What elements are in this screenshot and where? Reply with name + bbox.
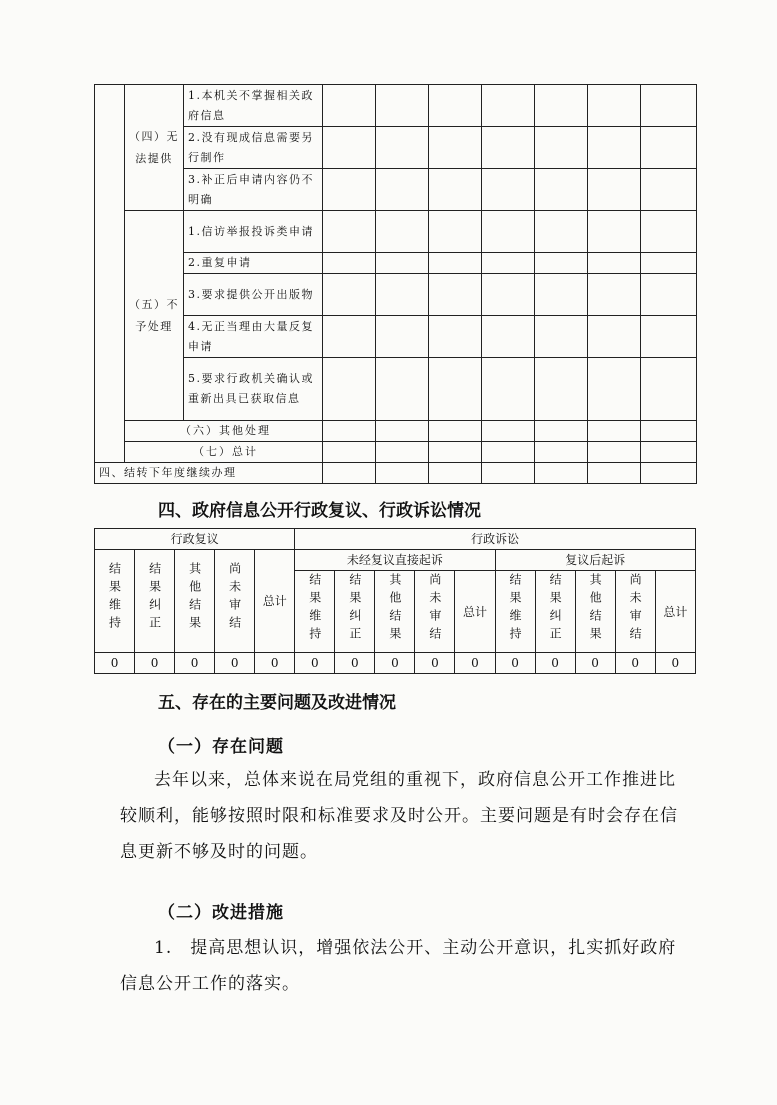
empty-cell [323,316,376,358]
empty-cell [376,274,429,316]
empty-cell [482,358,535,421]
empty-cell [535,211,588,253]
table-row [95,85,697,127]
value-cell: 0 [295,653,335,674]
empty-cell [376,442,429,463]
value-cell: 0 [655,653,695,674]
empty-cell [323,442,376,463]
empty-cell [641,463,697,484]
table-row [95,253,697,274]
empty-cell [429,253,482,274]
empty-cell [429,211,482,253]
column-header-text: 其他结果 [387,572,402,645]
value-cell: 0 [335,653,375,674]
direct-suit-header: 未经复议直接起诉 [295,550,495,571]
row-label: （七）总计 [125,442,323,463]
row-label: 1.信访举报投诉类申请 [184,211,323,253]
column-header [495,571,535,653]
empty-cell [376,127,429,169]
table-row [95,358,697,421]
empty-cell [376,421,429,442]
admin-review-header: 行政复议 [95,529,295,550]
after-review-suit-header: 复议后起诉 [495,550,696,571]
empty-cell [641,442,697,463]
column-header [415,571,455,653]
blank-left-cell [95,85,125,463]
sub-heading-measures: （二）改进措施 [158,903,284,923]
empty-cell [323,85,376,127]
disposition-table [94,84,697,484]
review-litigation-table [94,528,696,674]
column-header-text: 结果纠正 [548,572,563,645]
empty-cell [376,463,429,484]
empty-cell [641,253,697,274]
empty-cell [641,85,697,127]
value-cell: 0 [455,653,495,674]
group-label: （五）不予处理 [125,211,184,421]
footer-row-label: 四、结转下年度继续办理 [95,463,323,484]
empty-cell [482,169,535,211]
row-label: 3.补正后申请内容仍不明确 [184,169,323,211]
empty-cell [588,211,641,253]
empty-cell [376,316,429,358]
table-row [95,442,697,463]
row-label: 3.要求提供公开出版物 [184,274,323,316]
section4-title: 四、政府信息公开行政复议、行政诉讼情况 [158,501,481,521]
table-row [95,169,697,211]
column-header [455,571,495,653]
table-row [95,316,697,358]
empty-cell [323,463,376,484]
empty-cell [323,253,376,274]
empty-cell [429,274,482,316]
column-header [135,550,175,653]
column-header [95,550,135,653]
empty-cell [482,274,535,316]
empty-cell [535,442,588,463]
empty-cell [323,421,376,442]
empty-cell [376,211,429,253]
empty-cell [429,169,482,211]
column-header [215,550,255,653]
value-cell: 0 [575,653,615,674]
column-header [255,550,295,653]
empty-cell [641,274,697,316]
column-header-text: 尚未审结 [227,562,242,634]
empty-cell [323,127,376,169]
row-label: 4.无正当理由大量反复申请 [184,316,323,358]
value-cell: 0 [535,653,575,674]
row-label: 2.没有现成信息需要另行制作 [184,127,323,169]
empty-cell [482,253,535,274]
section5-title: 五、存在的主要问题及改进情况 [158,693,396,713]
group-label: （四）无法提供 [125,85,184,211]
empty-cell [588,85,641,127]
column-header-text: 尚未审结 [628,572,643,645]
empty-cell [482,442,535,463]
row-label: （六）其他处理 [125,421,323,442]
value-cell: 0 [415,653,455,674]
measures-paragraph: 1. 提高思想认识，增强依法公开、主动公开意识，扎实抓好政府信息公开工作的落实。 [120,938,677,994]
column-header-text: 结果维持 [307,572,322,645]
column-header [655,571,695,653]
empty-cell [482,316,535,358]
table-row [95,211,697,253]
empty-cell [323,211,376,253]
value-cell: 0 [135,653,175,674]
empty-cell [588,421,641,442]
empty-cell [323,169,376,211]
table-row [95,127,697,169]
value-cell: 0 [495,653,535,674]
column-header [175,550,215,653]
empty-cell [429,316,482,358]
value-cell: 0 [615,653,655,674]
problems-paragraph: 去年以来，总体来说在局党组的重视下，政府信息公开工作推进比较顺利，能够按照时限和标准要求及时公开。主要问题是有时会存在信息更新不够及时的问题。 [120,770,678,862]
footer-row [95,463,697,484]
value-cell: 0 [375,653,415,674]
empty-cell [535,253,588,274]
empty-cell [641,211,697,253]
empty-cell [429,463,482,484]
column-header-text: 总计 [262,594,287,608]
row-label: 5.要求行政机关确认或重新出具已获取信息 [184,358,323,421]
empty-cell [429,442,482,463]
column-header [295,571,335,653]
empty-cell [376,253,429,274]
empty-cell [429,127,482,169]
value-cell: 0 [95,653,135,674]
value-cell: 0 [215,653,255,674]
empty-cell [641,316,697,358]
column-header-text: 总计 [663,604,688,619]
empty-cell [323,274,376,316]
empty-cell [429,85,482,127]
empty-cell [376,358,429,421]
empty-cell [482,463,535,484]
sub-heading-problems: （一）存在问题 [158,737,284,757]
empty-cell [535,421,588,442]
empty-cell [535,316,588,358]
column-header-text: 结果维持 [107,562,122,634]
empty-cell [535,358,588,421]
value-cell: 0 [175,653,215,674]
column-header-text: 结果纠正 [147,562,162,634]
empty-cell [323,358,376,421]
empty-cell [376,85,429,127]
empty-cell [429,421,482,442]
column-header-text: 其他结果 [187,562,202,634]
row-label: 1.本机关不掌握相关政府信息 [184,85,323,127]
admin-litigation-header: 行政诉讼 [295,529,696,550]
empty-cell [588,253,641,274]
empty-cell [482,421,535,442]
empty-cell [429,358,482,421]
empty-cell [641,169,697,211]
empty-cell [535,169,588,211]
column-header [575,571,615,653]
column-header-text: 结果维持 [508,572,523,645]
column-header-text: 总计 [462,604,487,619]
column-header [335,571,375,653]
row-label: 2.重复申请 [184,253,323,274]
empty-cell [588,358,641,421]
empty-cell [535,463,588,484]
empty-cell [482,127,535,169]
column-header-text: 其他结果 [588,572,603,645]
empty-cell [588,274,641,316]
empty-cell [588,169,641,211]
empty-cell [535,274,588,316]
value-cell: 0 [255,653,295,674]
column-header-text: 尚未审结 [427,572,442,645]
column-header [615,571,655,653]
column-header-text: 结果纠正 [347,572,362,645]
table-row [95,274,697,316]
column-header [375,571,415,653]
table-row [95,421,697,442]
column-header [535,571,575,653]
empty-cell [482,85,535,127]
empty-cell [588,316,641,358]
empty-cell [588,442,641,463]
empty-cell [641,358,697,421]
empty-cell [588,463,641,484]
empty-cell [376,169,429,211]
empty-cell [641,421,697,442]
empty-cell [535,127,588,169]
empty-cell [641,127,697,169]
empty-cell [535,85,588,127]
empty-cell [588,127,641,169]
empty-cell [482,211,535,253]
